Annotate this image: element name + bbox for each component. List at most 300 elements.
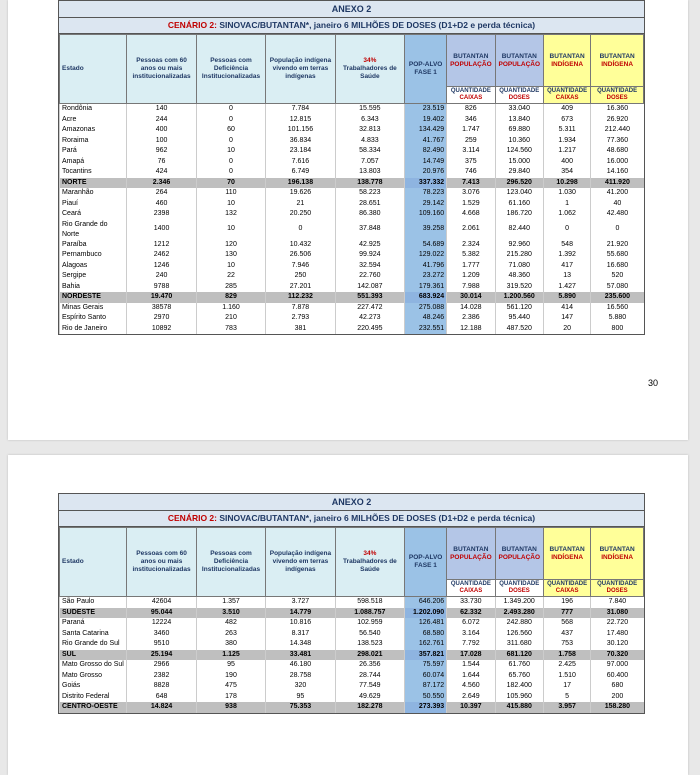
- state-name-cell: Alagoas: [60, 261, 127, 272]
- value-cell: 4.560: [447, 681, 495, 692]
- value-cell: 1.062: [543, 209, 590, 220]
- value-cell: 14.824: [127, 702, 196, 713]
- value-cell: 36.834: [266, 136, 335, 147]
- header-butantan-pop-caixas: BUTANTAN POPULAÇÃO: [447, 528, 495, 580]
- value-cell: 746: [447, 167, 495, 178]
- table-row: [60, 324, 644, 335]
- value-cell: 400: [543, 157, 590, 168]
- value-cell: 0: [196, 104, 265, 115]
- state-name-cell: NORDESTE: [60, 292, 127, 303]
- value-cell: 380: [196, 639, 265, 650]
- value-cell: 42604: [127, 597, 196, 608]
- value-cell: 56.540: [335, 629, 404, 640]
- table-row: [60, 671, 644, 682]
- value-cell: 26.920: [591, 115, 644, 126]
- value-cell: 1.217: [543, 146, 590, 157]
- value-cell: 178: [196, 692, 265, 703]
- table-row: [60, 597, 644, 608]
- state-name-cell: Rio Grande do Sul: [60, 639, 127, 650]
- spreadsheet-table-1: [58, 0, 645, 335]
- value-cell: 487.520: [495, 324, 543, 335]
- header-estado: Estado: [60, 35, 127, 104]
- value-cell: 10: [196, 146, 265, 157]
- state-name-cell: Paraíba: [60, 240, 127, 251]
- value-cell: 548: [543, 240, 590, 251]
- value-cell: 12.188: [447, 324, 495, 335]
- value-cell: 319.520: [495, 282, 543, 293]
- value-cell: 100: [127, 136, 196, 147]
- scenario-prefix: CENÁRIO 2:: [167, 20, 220, 30]
- table-row: [60, 639, 644, 650]
- value-cell: 1.200.560: [495, 292, 543, 303]
- table-header: [60, 528, 644, 597]
- value-cell: 60.074: [405, 671, 447, 682]
- subheader-qty-doses-ind: QUANTIDADE DOSES: [591, 87, 644, 104]
- value-cell: 409: [543, 104, 590, 115]
- table-body-page-1: [60, 104, 644, 335]
- state-name-cell: SUDESTE: [60, 608, 127, 619]
- value-cell: 13.840: [495, 115, 543, 126]
- value-cell: 16.560: [591, 303, 644, 314]
- value-cell: 60.400: [591, 671, 644, 682]
- state-name-cell: Acre: [60, 115, 127, 126]
- value-cell: 186.720: [495, 209, 543, 220]
- subheader-qty-caixas-ind: QUANTIDADE CAIXAS: [543, 580, 590, 597]
- value-cell: 147: [543, 313, 590, 324]
- value-cell: 28.744: [335, 671, 404, 682]
- state-name-cell: Amapá: [60, 157, 127, 168]
- value-cell: 568: [543, 618, 590, 629]
- value-cell: 65.760: [495, 671, 543, 682]
- header-deficiencia: Pessoas com Deficiência Institucionalizadas: [196, 35, 265, 104]
- value-cell: 962: [127, 146, 196, 157]
- value-cell: 1212: [127, 240, 196, 251]
- value-cell: 33.040: [495, 104, 543, 115]
- value-cell: 58.334: [335, 146, 404, 157]
- value-cell: 78.223: [405, 188, 447, 199]
- state-name-cell: Pará: [60, 146, 127, 157]
- value-cell: 1246: [127, 261, 196, 272]
- value-cell: 3.114: [447, 146, 495, 157]
- value-cell: 475: [196, 681, 265, 692]
- value-cell: 212.440: [591, 125, 644, 136]
- value-cell: 1.427: [543, 282, 590, 293]
- state-name-cell: Tocantins: [60, 167, 127, 178]
- value-cell: 3460: [127, 629, 196, 640]
- table-row: [60, 303, 644, 314]
- value-cell: 14.028: [447, 303, 495, 314]
- value-cell: 76: [127, 157, 196, 168]
- value-cell: 250: [266, 271, 335, 282]
- value-cell: 46.180: [266, 660, 335, 671]
- value-cell: 357.821: [405, 650, 447, 661]
- value-cell: 0: [591, 220, 644, 240]
- value-cell: 57.080: [591, 282, 644, 293]
- value-cell: 95: [266, 692, 335, 703]
- value-cell: 69.880: [495, 125, 543, 136]
- value-cell: 41.200: [591, 188, 644, 199]
- value-cell: 2.346: [127, 178, 196, 189]
- value-cell: 7.946: [266, 261, 335, 272]
- state-name-cell: NORTE: [60, 178, 127, 189]
- value-cell: 20: [543, 324, 590, 335]
- value-cell: 1.544: [447, 660, 495, 671]
- value-cell: 683.924: [405, 292, 447, 303]
- value-cell: 92.960: [495, 240, 543, 251]
- value-cell: 109.160: [405, 209, 447, 220]
- table-row: [60, 167, 644, 178]
- header-saude: 34% Trabalhadores de Saúde: [335, 35, 404, 104]
- value-cell: 87.172: [405, 681, 447, 692]
- value-cell: 210: [196, 313, 265, 324]
- value-cell: 2.324: [447, 240, 495, 251]
- value-cell: 16.360: [591, 104, 644, 115]
- value-cell: 1.510: [543, 671, 590, 682]
- value-cell: 12224: [127, 618, 196, 629]
- value-cell: 0: [196, 157, 265, 168]
- scenario-text: SINOVAC/BUTANTAN*, janeiro 6 MILHÕES DE DOSES (D1+D2 e perda técnica): [219, 513, 536, 523]
- table-row: [60, 282, 644, 293]
- value-cell: 48.680: [591, 146, 644, 157]
- value-cell: 1.758: [543, 650, 590, 661]
- subheader-qty-doses: QUANTIDADE DOSES: [495, 580, 543, 597]
- value-cell: 2.061: [447, 220, 495, 240]
- header-idosos: Pessoas com 60 anos ou mais institucionalizadas: [127, 528, 196, 597]
- value-cell: 273.393: [405, 702, 447, 713]
- table-row: [60, 681, 644, 692]
- value-cell: 10: [196, 261, 265, 272]
- region-total-row: [60, 292, 644, 303]
- value-cell: 2970: [127, 313, 196, 324]
- value-cell: 22: [196, 271, 265, 282]
- value-cell: 62.332: [447, 608, 495, 619]
- subheader-qty-doses-ind: QUANTIDADE DOSES: [591, 580, 644, 597]
- header-butantan-ind-caixas: BUTANTAN INDÍGENA: [543, 528, 590, 580]
- state-name-cell: Piauí: [60, 199, 127, 210]
- value-cell: 42.480: [591, 209, 644, 220]
- value-cell: 19.470: [127, 292, 196, 303]
- value-cell: 123.040: [495, 188, 543, 199]
- value-cell: 110: [196, 188, 265, 199]
- value-cell: 126.481: [405, 618, 447, 629]
- value-cell: 1.125: [196, 650, 265, 661]
- value-cell: 235.600: [591, 292, 644, 303]
- value-cell: 7.792: [447, 639, 495, 650]
- state-name-cell: Pernambuco: [60, 250, 127, 261]
- value-cell: 29.142: [405, 199, 447, 210]
- value-cell: 9788: [127, 282, 196, 293]
- value-cell: 7.784: [266, 104, 335, 115]
- value-cell: 242.880: [495, 618, 543, 629]
- header-saude: 34% Trabalhadores de Saúde: [335, 528, 404, 597]
- value-cell: 1: [543, 199, 590, 210]
- value-cell: 2398: [127, 209, 196, 220]
- value-cell: 259: [447, 136, 495, 147]
- table-row: [60, 157, 644, 168]
- value-cell: 25.194: [127, 650, 196, 661]
- value-cell: 2.386: [447, 313, 495, 324]
- subheader-qty-caixas-ind: QUANTIDADE CAIXAS: [543, 87, 590, 104]
- annex-title: ANEXO 2: [59, 1, 644, 18]
- value-cell: 227.472: [335, 303, 404, 314]
- value-cell: 1.529: [447, 199, 495, 210]
- value-cell: 2462: [127, 250, 196, 261]
- value-cell: 1.349.200: [495, 597, 543, 608]
- table-row: [60, 146, 644, 157]
- value-cell: 17.028: [447, 650, 495, 661]
- value-cell: 17.480: [591, 629, 644, 640]
- value-cell: 275.088: [405, 303, 447, 314]
- value-cell: 82.490: [405, 146, 447, 157]
- value-cell: 8.317: [266, 629, 335, 640]
- table-row: [60, 240, 644, 251]
- state-name-cell: Santa Catarina: [60, 629, 127, 640]
- scenario-text: SINOVAC/BUTANTAN*, janeiro 6 MILHÕES DE DOSES (D1+D2 e perda técnica): [219, 20, 536, 30]
- value-cell: 12.815: [266, 115, 335, 126]
- value-cell: 346: [447, 115, 495, 126]
- value-cell: 37.848: [335, 220, 404, 240]
- value-cell: 220.495: [335, 324, 404, 335]
- value-cell: 10.432: [266, 240, 335, 251]
- value-cell: 7.878: [266, 303, 335, 314]
- table-row: [60, 209, 644, 220]
- value-cell: 50.550: [405, 692, 447, 703]
- header-butantan-ind-caixas: BUTANTAN INDÍGENA: [543, 35, 590, 87]
- value-cell: 0: [196, 115, 265, 126]
- state-name-cell: Goiás: [60, 681, 127, 692]
- state-name-cell: Bahia: [60, 282, 127, 293]
- value-cell: 58.223: [335, 188, 404, 199]
- value-cell: 97.000: [591, 660, 644, 671]
- subheader-qty-caixas: QUANTIDADE CAIXAS: [447, 580, 495, 597]
- value-cell: 41.767: [405, 136, 447, 147]
- value-cell: 42.273: [335, 313, 404, 324]
- value-cell: 196.138: [266, 178, 335, 189]
- value-cell: 400: [127, 125, 196, 136]
- value-cell: 1.644: [447, 671, 495, 682]
- value-cell: 783: [196, 324, 265, 335]
- value-cell: 15.000: [495, 157, 543, 168]
- value-cell: 26.506: [266, 250, 335, 261]
- value-cell: 460: [127, 199, 196, 210]
- header-pop-alvo: POP-ALVO FASE 1: [405, 35, 447, 104]
- value-cell: 829: [196, 292, 265, 303]
- value-cell: 61.160: [495, 199, 543, 210]
- state-name-cell: Maranhão: [60, 188, 127, 199]
- value-cell: 19.402: [405, 115, 447, 126]
- value-cell: 1.209: [447, 271, 495, 282]
- value-cell: 48.246: [405, 313, 447, 324]
- value-cell: 33.730: [447, 597, 495, 608]
- value-cell: 200: [591, 692, 644, 703]
- header-butantan-ind-doses: BUTANTAN INDÍGENA: [591, 35, 644, 87]
- value-cell: 753: [543, 639, 590, 650]
- value-cell: 7.840: [591, 597, 644, 608]
- value-cell: 32.594: [335, 261, 404, 272]
- subheader-qty-caixas: QUANTIDADE CAIXAS: [447, 87, 495, 104]
- document-page-1: [8, 0, 688, 440]
- value-cell: 41.796: [405, 261, 447, 272]
- table-row: [60, 629, 644, 640]
- value-cell: 5.890: [543, 292, 590, 303]
- table-row: [60, 660, 644, 671]
- value-cell: 182.400: [495, 681, 543, 692]
- value-cell: 411.920: [591, 178, 644, 189]
- region-total-row: [60, 702, 644, 713]
- scenario-title: [59, 18, 644, 34]
- value-cell: 138.778: [335, 178, 404, 189]
- table-row: [60, 618, 644, 629]
- table-row: [60, 313, 644, 324]
- value-cell: 10.397: [447, 702, 495, 713]
- value-cell: 424: [127, 167, 196, 178]
- value-cell: 5: [543, 692, 590, 703]
- value-cell: 1.202.090: [405, 608, 447, 619]
- value-cell: 30.120: [591, 639, 644, 650]
- value-cell: 75.353: [266, 702, 335, 713]
- value-cell: 48.360: [495, 271, 543, 282]
- value-cell: 77.360: [591, 136, 644, 147]
- value-cell: 26.356: [335, 660, 404, 671]
- value-cell: 4.833: [335, 136, 404, 147]
- value-cell: 86.380: [335, 209, 404, 220]
- value-cell: 240: [127, 271, 196, 282]
- table-body-page-2: [60, 597, 644, 713]
- state-name-cell: Amazonas: [60, 125, 127, 136]
- value-cell: 826: [447, 104, 495, 115]
- value-cell: 23.519: [405, 104, 447, 115]
- value-cell: 70.320: [591, 650, 644, 661]
- value-cell: 5.880: [591, 313, 644, 324]
- value-cell: 13.803: [335, 167, 404, 178]
- value-cell: 437: [543, 629, 590, 640]
- table-row: [60, 136, 644, 147]
- value-cell: 21.920: [591, 240, 644, 251]
- value-cell: 70: [196, 178, 265, 189]
- value-cell: 30.014: [447, 292, 495, 303]
- table-row: [60, 250, 644, 261]
- value-cell: 61.760: [495, 660, 543, 671]
- table-row: [60, 271, 644, 282]
- value-cell: 19.626: [266, 188, 335, 199]
- state-name-cell: Paraná: [60, 618, 127, 629]
- header-pop-alvo: POP-ALVO FASE 1: [405, 528, 447, 597]
- table-row: [60, 220, 644, 240]
- value-cell: 42.925: [335, 240, 404, 251]
- value-cell: 6.749: [266, 167, 335, 178]
- value-cell: 132: [196, 209, 265, 220]
- header-butantan-pop-doses: BUTANTAN POPULAÇÃO: [495, 528, 543, 580]
- value-cell: 2.793: [266, 313, 335, 324]
- value-cell: 681.120: [495, 650, 543, 661]
- value-cell: 99.924: [335, 250, 404, 261]
- header-butantan-ind-doses: BUTANTAN INDÍGENA: [591, 528, 644, 580]
- value-cell: 130: [196, 250, 265, 261]
- value-cell: 285: [196, 282, 265, 293]
- value-cell: 417: [543, 261, 590, 272]
- vaccine-distribution-table: [59, 527, 644, 713]
- vaccine-distribution-table: [59, 34, 644, 334]
- value-cell: 1.747: [447, 125, 495, 136]
- value-cell: 375: [447, 157, 495, 168]
- state-name-cell: Rio Grande do Norte: [60, 220, 127, 240]
- value-cell: 29.840: [495, 167, 543, 178]
- value-cell: 415.880: [495, 702, 543, 713]
- value-cell: 134.429: [405, 125, 447, 136]
- table-row: [60, 125, 644, 136]
- value-cell: 5.382: [447, 250, 495, 261]
- value-cell: 190: [196, 671, 265, 682]
- value-cell: 3.076: [447, 188, 495, 199]
- value-cell: 14.348: [266, 639, 335, 650]
- value-cell: 232.551: [405, 324, 447, 335]
- state-name-cell: São Paulo: [60, 597, 127, 608]
- value-cell: 20.250: [266, 209, 335, 220]
- value-cell: 33.481: [266, 650, 335, 661]
- value-cell: 244: [127, 115, 196, 126]
- state-name-cell: Ceará: [60, 209, 127, 220]
- value-cell: 0: [543, 220, 590, 240]
- scenario-title: [59, 511, 644, 527]
- value-cell: 680: [591, 681, 644, 692]
- value-cell: 354: [543, 167, 590, 178]
- value-cell: 0: [196, 136, 265, 147]
- state-name-cell: Sergipe: [60, 271, 127, 282]
- value-cell: 4.668: [447, 209, 495, 220]
- value-cell: 381: [266, 324, 335, 335]
- value-cell: 482: [196, 618, 265, 629]
- value-cell: 1.777: [447, 261, 495, 272]
- value-cell: 414: [543, 303, 590, 314]
- value-cell: 15.595: [335, 104, 404, 115]
- value-cell: 9510: [127, 639, 196, 650]
- value-cell: 54.689: [405, 240, 447, 251]
- value-cell: 17: [543, 681, 590, 692]
- value-cell: 124.560: [495, 146, 543, 157]
- value-cell: 1.088.757: [335, 608, 404, 619]
- value-cell: 298.021: [335, 650, 404, 661]
- header-butantan-pop-doses: BUTANTAN POPULAÇÃO: [495, 35, 543, 87]
- value-cell: 55.680: [591, 250, 644, 261]
- value-cell: 126.560: [495, 629, 543, 640]
- value-cell: 938: [196, 702, 265, 713]
- state-name-cell: Rondônia: [60, 104, 127, 115]
- value-cell: 1.392: [543, 250, 590, 261]
- value-cell: 551.393: [335, 292, 404, 303]
- document-page-2: [8, 455, 688, 775]
- value-cell: 38578: [127, 303, 196, 314]
- value-cell: 158.280: [591, 702, 644, 713]
- table-row: [60, 199, 644, 210]
- table-row: [60, 692, 644, 703]
- value-cell: 800: [591, 324, 644, 335]
- value-cell: 105.960: [495, 692, 543, 703]
- value-cell: 129.022: [405, 250, 447, 261]
- value-cell: 215.280: [495, 250, 543, 261]
- value-cell: 14.160: [591, 167, 644, 178]
- value-cell: 142.087: [335, 282, 404, 293]
- value-cell: 7.057: [335, 157, 404, 168]
- state-name-cell: Mato Grosso: [60, 671, 127, 682]
- value-cell: 2966: [127, 660, 196, 671]
- value-cell: 673: [543, 115, 590, 126]
- value-cell: 196: [543, 597, 590, 608]
- value-cell: 2.649: [447, 692, 495, 703]
- header-indigena: População indígena vivendo em terras indígenas: [266, 35, 335, 104]
- value-cell: 0: [196, 167, 265, 178]
- value-cell: 520: [591, 271, 644, 282]
- value-cell: 182.278: [335, 702, 404, 713]
